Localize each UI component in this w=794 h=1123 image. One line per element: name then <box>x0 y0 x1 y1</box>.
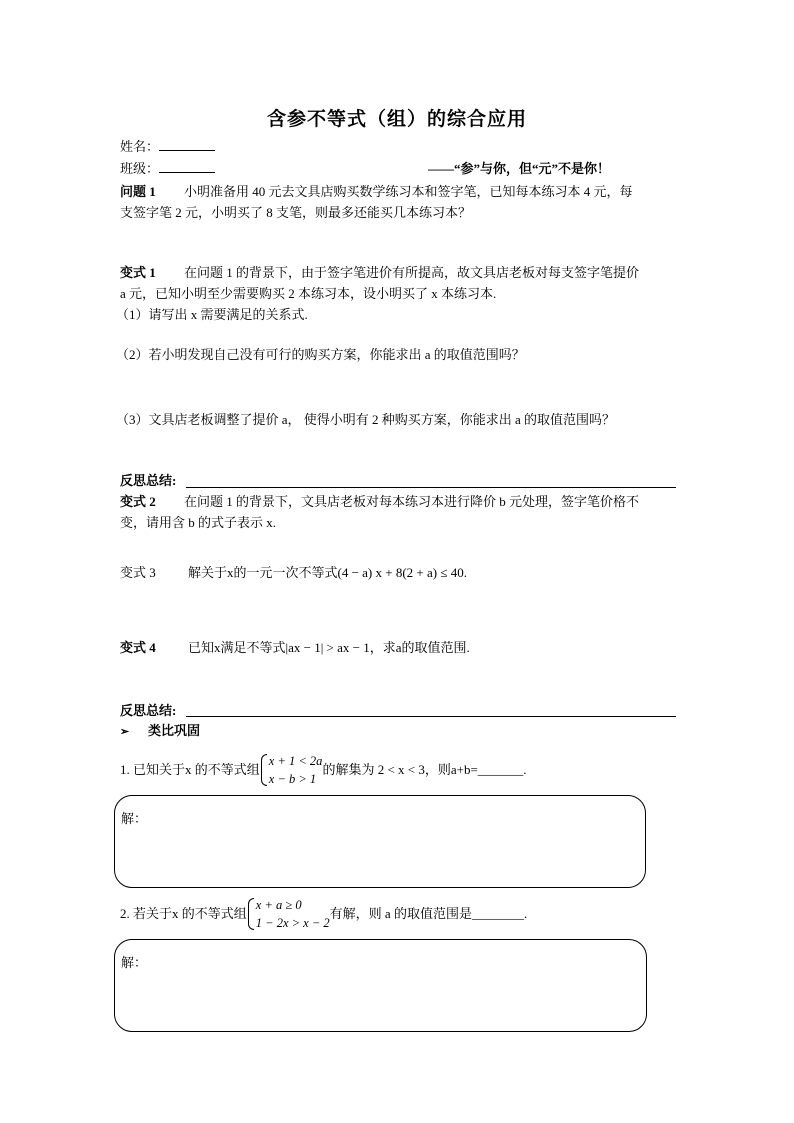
q2-statement <box>120 896 527 932</box>
q1-eq2: x − b > 1 <box>268 772 317 786</box>
variant4-label: 变式 4 <box>120 640 156 655</box>
q1-answer-box[interactable] <box>114 795 646 888</box>
variant3-label: 变式 3 <box>120 565 156 580</box>
name-label: 姓名： <box>120 139 160 154</box>
q2-suffix: 有解，则 a 的取值范围是________. <box>329 906 528 921</box>
q1-eq1: x + 1 < 2a <box>268 754 323 768</box>
q2-system <box>247 896 330 932</box>
variant1-line1 <box>120 264 639 282</box>
section-title: 类比巩固 <box>148 723 201 738</box>
q1-suffix: 的解集为 2 < x < 3，则a+b=_______. <box>322 762 527 777</box>
q2-answer-label: 解： <box>121 955 148 970</box>
q2-eq2: 1 − 2x > x − 2 <box>255 916 330 930</box>
problem1-label: 问题 1 <box>120 184 156 199</box>
variant2-text1: 在问题 1 的背景下，文具店老板对每本练习本进行降价 b 元处理，签字笔价格不 <box>184 494 640 509</box>
variant1-q2: （2）若小明发现自己没有可行的购买方案，你能求出 a 的取值范围吗？ <box>116 347 525 362</box>
variant1-line2: a 元，已知小明至少需要购买 2 本练习本，设小明买了 x 本练习本. <box>120 286 497 301</box>
motto: ——“参”与你，但“元”不是你！ <box>428 161 611 176</box>
problem1-text1: 小明准备用 40 元去文具店购买数学练习本和签字笔，已知每本练习本 4 元，每 <box>184 184 633 199</box>
reflect1-line[interactable] <box>186 487 676 488</box>
section-heading <box>120 722 200 741</box>
class-row <box>120 160 215 178</box>
reflect2-label: 反思总结: <box>120 703 177 718</box>
variant1-text1: 在问题 1 的背景下，由于签字笔进价有所提高，故文具店老板对每支签字笔提价 <box>184 265 640 280</box>
variant4 <box>120 639 470 657</box>
variant3 <box>120 564 467 582</box>
q2-answer-box[interactable] <box>114 939 647 1032</box>
q1-statement <box>120 752 527 788</box>
name-row <box>120 138 215 156</box>
page-title: 含参不等式（组）的综合应用 <box>266 109 527 130</box>
variant1-label: 变式 1 <box>120 265 156 280</box>
variant2-line1 <box>120 493 639 511</box>
variant1-q1: （1）请写出 x 需要满足的关系式. <box>116 307 308 322</box>
reflect1-label: 反思总结: <box>120 473 177 488</box>
variant2-label: 变式 2 <box>120 494 156 509</box>
q2-prefix: 2. 若关于x 的不等式组 <box>120 906 247 921</box>
variant1-q3: （3）文具店老板调整了提价 a， 使得小明有 2 种购买方案，你能求出 a 的取值范围吗？ <box>116 412 616 427</box>
name-blank[interactable] <box>159 138 215 151</box>
variant4-text: 已知x满足不等式|ax − 1| > ax − 1，求a的取值范围. <box>188 640 470 655</box>
q2-eq1: x + a ≥ 0 <box>255 898 302 912</box>
q1-answer-label: 解： <box>121 811 148 826</box>
q1-prefix: 1. 已知关于x 的不等式组 <box>120 762 260 777</box>
problem1-line2: 支签字笔 2 元，小明买了 8 支笔，则最多还能买几本练习本？ <box>120 205 472 220</box>
variant3-text: 解关于x的一元一次不等式(4 − a) x + 8(2 + a) ≤ 40. <box>188 565 467 580</box>
problem1-line1 <box>120 183 633 201</box>
arrow-bullet-icon: ➢ <box>120 726 130 738</box>
class-blank[interactable] <box>159 160 215 173</box>
reflect2-line[interactable] <box>186 716 676 717</box>
q1-system <box>260 752 323 788</box>
class-label: 班级： <box>120 161 160 176</box>
variant2-line2: 变，请用含 b 的式子表示 x. <box>120 515 277 530</box>
